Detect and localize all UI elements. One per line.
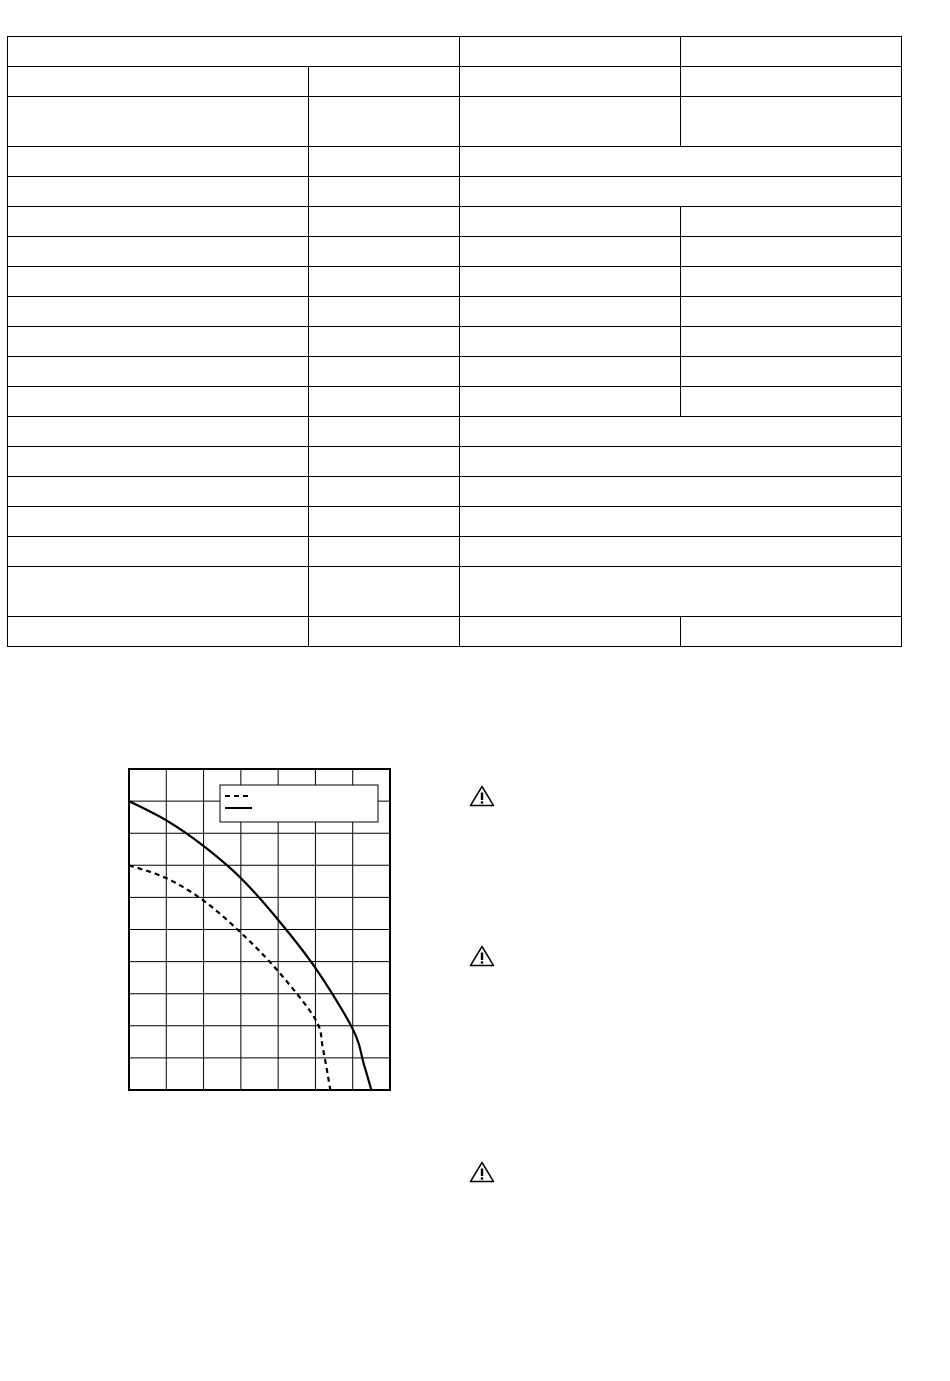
- table-cell: [309, 357, 460, 387]
- warning-triangle-icon: [469, 945, 495, 967]
- table-cell: [309, 237, 460, 267]
- table-cell: [681, 37, 902, 67]
- table-cell: [8, 447, 309, 477]
- table-row: [8, 267, 902, 297]
- table-row: [8, 177, 902, 207]
- table-cell: [460, 177, 902, 207]
- table-row: [8, 477, 902, 507]
- series-line-solid: [129, 801, 371, 1090]
- table-cell: [460, 327, 681, 357]
- table-cell: [309, 67, 460, 97]
- table-cell: [460, 417, 902, 447]
- table-cell: [309, 207, 460, 237]
- table-cell: [460, 237, 681, 267]
- table-cell: [309, 477, 460, 507]
- table-cell: [460, 207, 681, 237]
- chart-series-group: [129, 801, 371, 1090]
- table-row: [8, 617, 902, 647]
- table-row: [8, 567, 902, 617]
- table-cell: [8, 177, 309, 207]
- table-cell: [309, 267, 460, 297]
- performance-chart: [120, 760, 400, 1100]
- table-cell: [460, 507, 902, 537]
- table-cell: [460, 267, 681, 297]
- series-line-dashed: [129, 865, 330, 1090]
- chart-legend: [220, 785, 378, 822]
- table-cell: [309, 327, 460, 357]
- table-row: [8, 507, 902, 537]
- table-row: [8, 417, 902, 447]
- table-row: [8, 537, 902, 567]
- table-cell: [8, 507, 309, 537]
- table-cell: [460, 297, 681, 327]
- table-cell: [681, 267, 902, 297]
- table-cell: [309, 177, 460, 207]
- table-cell: [8, 297, 309, 327]
- table-cell: [460, 37, 681, 67]
- table-cell: [8, 477, 309, 507]
- table-cell: [8, 97, 309, 147]
- warning-triangle-icon: [469, 1161, 495, 1183]
- table-row: [8, 447, 902, 477]
- table-cell: [681, 617, 902, 647]
- table-cell: [681, 237, 902, 267]
- table-cell: [8, 267, 309, 297]
- table-row: [8, 37, 902, 67]
- table-cell: [8, 537, 309, 567]
- table-cell: [309, 617, 460, 647]
- table-row: [8, 327, 902, 357]
- table-cell: [460, 67, 681, 97]
- warning-triangle-icon: [469, 785, 495, 807]
- specifications-table: [7, 36, 902, 647]
- table-cell: [8, 357, 309, 387]
- table-cell: [309, 507, 460, 537]
- table-cell: [460, 567, 902, 617]
- table-cell: [309, 447, 460, 477]
- table-cell: [309, 297, 460, 327]
- table-cell: [8, 567, 309, 617]
- table-row: [8, 357, 902, 387]
- table-row: [8, 97, 902, 147]
- table-cell: [309, 567, 460, 617]
- chart-svg: [120, 760, 400, 1100]
- table-cell: [8, 617, 309, 647]
- table-cell: [681, 387, 902, 417]
- table-cell: [8, 327, 309, 357]
- table-cell: [460, 447, 902, 477]
- table-cell: [309, 417, 460, 447]
- table-cell: [681, 327, 902, 357]
- table-cell: [681, 97, 902, 147]
- table-cell: [681, 357, 902, 387]
- table-cell: [460, 357, 681, 387]
- table-cell: [460, 387, 681, 417]
- table-cell: [8, 237, 309, 267]
- table-row: [8, 297, 902, 327]
- table-row: [8, 67, 902, 97]
- table-cell: [309, 147, 460, 177]
- table-cell: [309, 387, 460, 417]
- table-row: [8, 147, 902, 177]
- table-cell: [8, 387, 309, 417]
- table-row: [8, 207, 902, 237]
- table-cell: [460, 97, 681, 147]
- table-cell: [309, 97, 460, 147]
- table-cell: [681, 297, 902, 327]
- table-cell: [8, 147, 309, 177]
- legend-box: [220, 785, 378, 822]
- table-cell: [681, 67, 902, 97]
- table-cell: [681, 207, 902, 237]
- table-cell: [8, 207, 309, 237]
- table-row: [8, 387, 902, 417]
- table-cell: [460, 147, 902, 177]
- table-cell: [8, 37, 460, 67]
- table-cell: [8, 67, 309, 97]
- table-row: [8, 237, 902, 267]
- table-cell: [460, 477, 902, 507]
- table-cell: [460, 537, 902, 567]
- table-cell: [460, 617, 681, 647]
- table-cell: [309, 537, 460, 567]
- table-cell: [8, 417, 309, 447]
